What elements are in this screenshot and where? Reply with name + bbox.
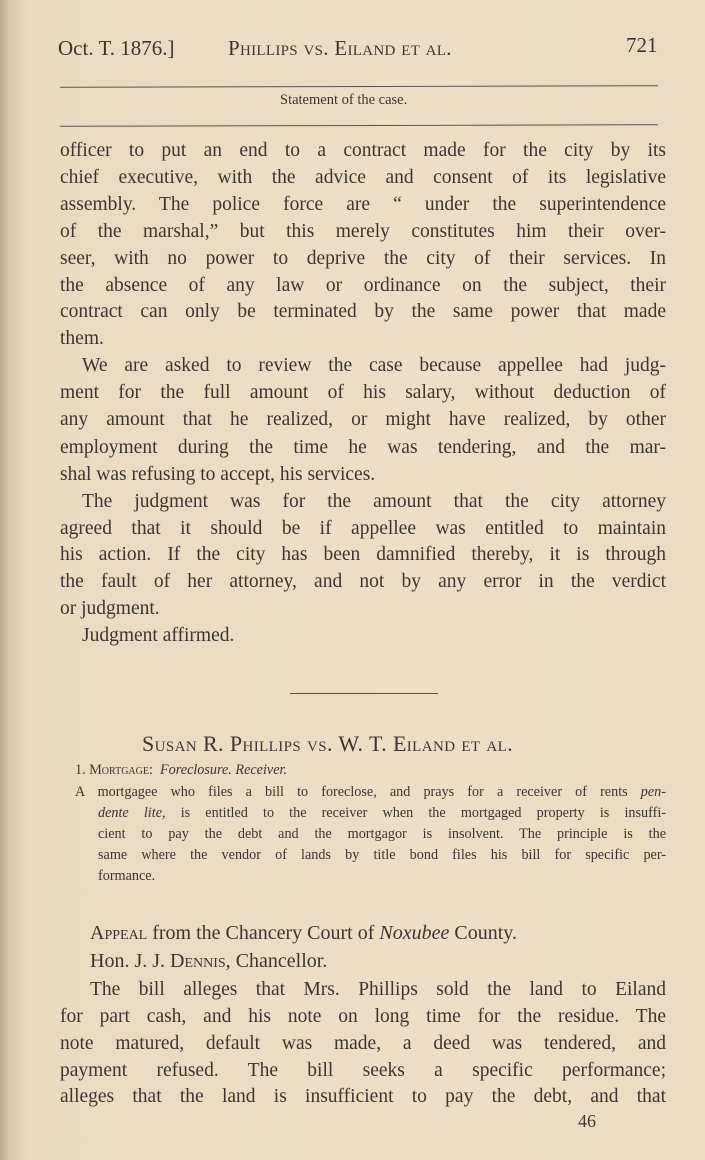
headnote-subtopics: Foreclosure. Receiver.	[160, 762, 287, 778]
text-line: payment refused. The bill seeks a specific performance;	[60, 1060, 666, 1081]
text-line: the fault of her attorney, and not by any error in the verdict	[60, 571, 666, 592]
text-line: A mortgagee who files a bill to foreclose, and prays for a receiver of rents pen-	[75, 784, 666, 800]
appeal-text: from the Chancery Court of	[152, 922, 375, 944]
text-line: chief executive, with the advice and consent of its legislative	[60, 167, 666, 188]
signature-mark: 46	[578, 1111, 596, 1131]
text-line: contract can only be terminated by the same power that made	[60, 301, 666, 322]
headnote-number: 1.	[75, 762, 86, 778]
text-line: seer, with no power to deprive the city of their services. In	[60, 248, 666, 269]
header-rule-top	[60, 85, 658, 88]
text-line: shal was refusing to accept, his services.	[60, 464, 376, 485]
chancellor-name: Dennis,	[170, 950, 231, 972]
running-title: Phillips vs. Eiland	[228, 36, 396, 60]
text-line: alleges that the land is insufficient to pay the debt, and that	[60, 1086, 666, 1107]
text-line: of the marshal,” but this merely constitutes him their over-	[60, 221, 666, 242]
case-title-text: Susan R. Phillips vs. W. T. Eiland	[142, 731, 456, 756]
text-line: employment during the time he was tendering, and the mar-	[60, 437, 666, 458]
appeal-county-suffix: County.	[454, 922, 517, 944]
text-line: or judgment.	[60, 598, 160, 619]
section-divider	[290, 693, 438, 694]
text-line: any amount that he realized, or might have realized, by other	[60, 409, 666, 430]
page-number: 721	[626, 33, 658, 57]
text-line: them.	[60, 328, 104, 349]
headnote-heading	[75, 761, 666, 779]
text-line: The judgment was for the amount that the city attorney	[82, 491, 666, 512]
chancellor-line	[90, 950, 327, 973]
text-line: We are asked to review the case because appellee had judg-	[82, 355, 666, 376]
text-line: officer to put an end to a contract made for the city by its	[60, 140, 666, 161]
appeal-line	[90, 922, 517, 945]
appeal-prefix: Appeal	[90, 922, 148, 944]
text-line: Judgment affirmed.	[82, 625, 235, 646]
text-line: agreed that it should be if appellee was entitled to maintain	[60, 518, 666, 539]
text-line: for part cash, and his note on long time for the residue. The	[60, 1006, 666, 1027]
running-title-suffix: et al.	[401, 36, 452, 60]
section-subtitle: Statement of the case.	[280, 92, 408, 108]
text-line: The bill alleges that Mrs. Phillips sold the land to Eiland	[90, 979, 666, 1000]
text-line: cient to pay the debt and the mortgagor is insolvent. The principle is the	[98, 826, 666, 842]
text-line: note matured, default was made, a deed was tendered, and	[60, 1033, 666, 1054]
headnote-topic: Mortgage:	[89, 762, 153, 778]
case-title	[142, 731, 513, 757]
text-line: assembly. The police force are “ under the superintendence	[60, 194, 666, 215]
text-line: formance.	[98, 868, 156, 884]
header-rule-bottom	[60, 124, 658, 127]
text-line: ment for the full amount of his salary, without deduction of	[60, 382, 666, 403]
text-line: dente lite, is entitled to the receiver when the mortgaged property is insuffi-	[98, 805, 666, 821]
text-line: the absence of any law or ordinance on the subject, their	[60, 275, 666, 296]
text-line: his action. If the city has been damnified thereby, it is through	[60, 544, 666, 565]
chancellor-suffix: Chancellor.	[235, 950, 328, 972]
text-line: same where the vendor of lands by title bond files his bill for specific per-	[98, 847, 666, 863]
term-label: Oct. T. 1876.]	[58, 36, 175, 60]
appeal-county: Noxubee	[379, 922, 450, 944]
chancellor-prefix: Hon. J. J.	[90, 950, 166, 972]
case-title-suffix: et al.	[461, 731, 514, 756]
